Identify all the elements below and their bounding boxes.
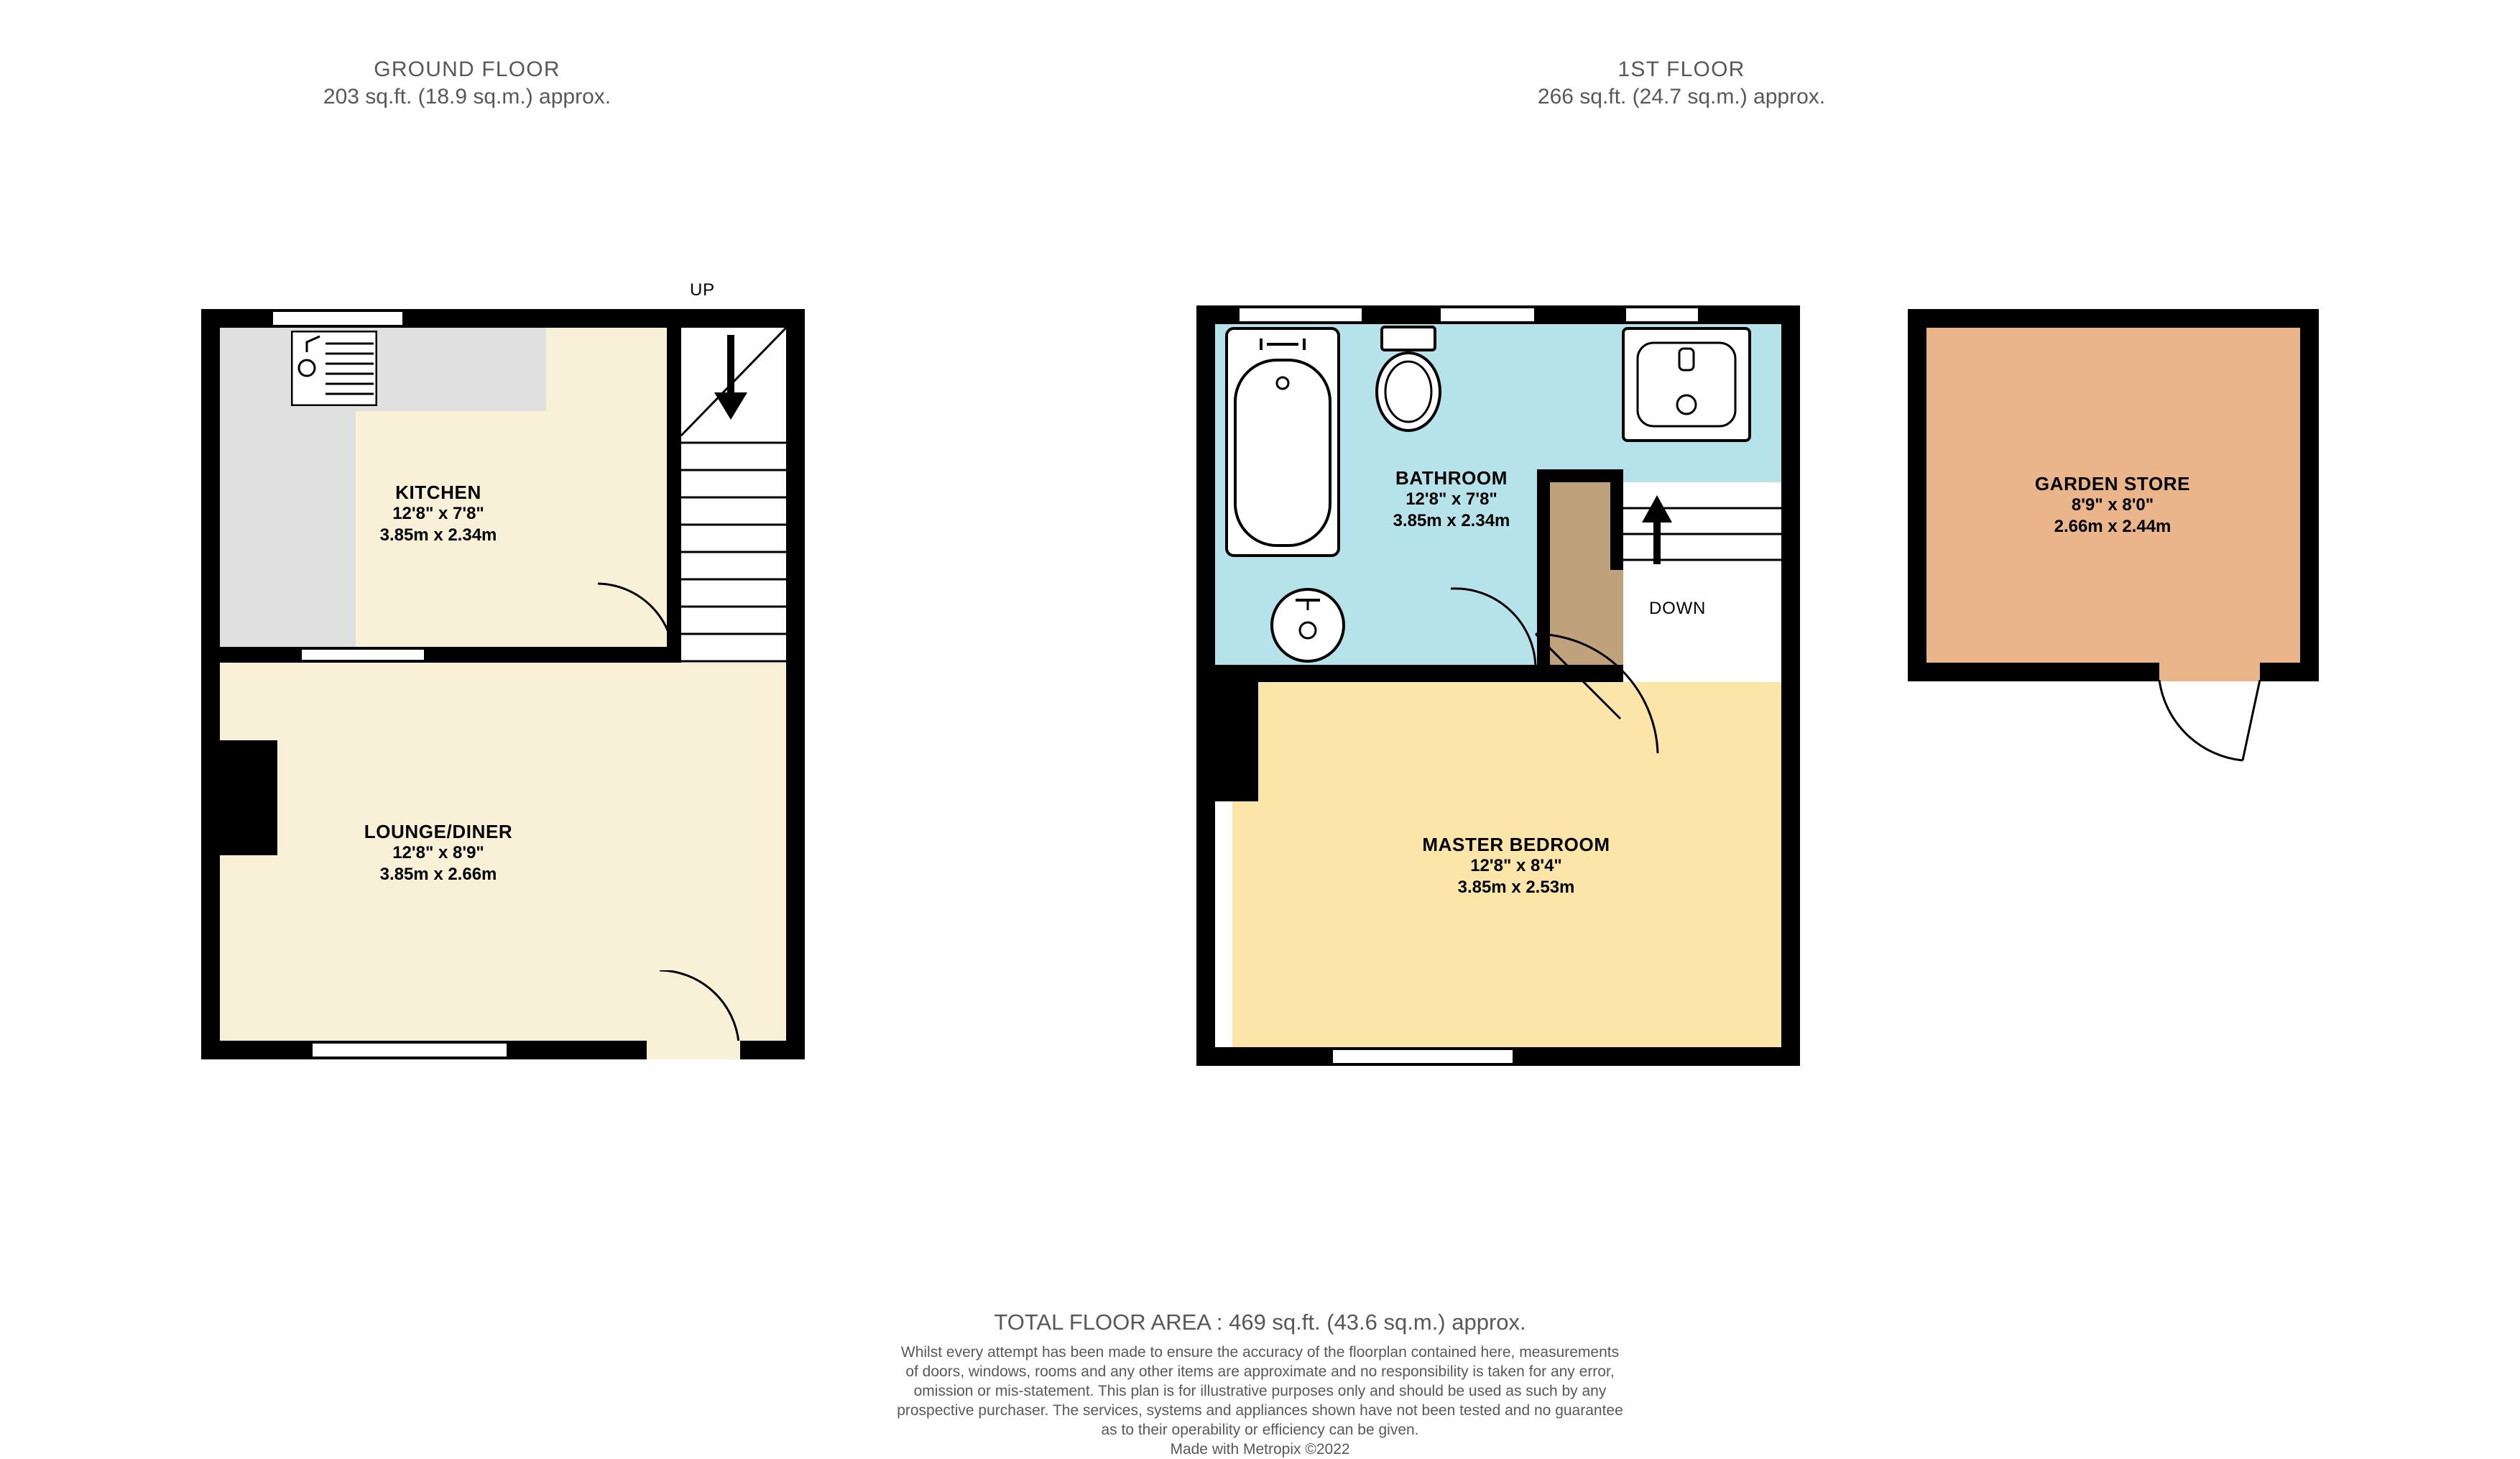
garden-store-door-gap (2159, 663, 2260, 681)
ground-floor-area: 203 sq.ft. (18.9 sq.m.) approx. (323, 85, 611, 109)
bathroom-name: BATHROOM (1395, 467, 1508, 489)
staircase-down-icon (1623, 482, 1781, 569)
bathroom-window-right (1441, 305, 1534, 324)
kitchen-label (295, 482, 582, 546)
bathroom-door-swing (1449, 587, 1543, 670)
first-wall-left (1196, 305, 1215, 1066)
ground-wall-right (786, 309, 805, 1059)
lounge-metric: 3.85m x 2.66m (379, 865, 497, 884)
lounge-imperial: 12'8" x 8'9" (392, 843, 484, 862)
total-floor-area: TOTAL FLOOR AREA : 469 sq.ft. (43.6 sq.m.) approx. (994, 1310, 1526, 1335)
first-floor-title-block (1430, 56, 1933, 111)
garden-store-plan (1908, 309, 2325, 697)
first-wall-right (1781, 305, 1800, 1066)
first-stair-wall-right (1610, 469, 1623, 570)
footer-block (0, 1308, 2520, 1459)
kitchen-worktop-top-fill (219, 325, 546, 411)
kitchen-metric: 3.85m x 2.34m (379, 525, 497, 545)
bathroom-metric: 3.85m x 2.34m (1393, 511, 1510, 530)
kitchen-imperial: 12'8" x 7'8" (392, 504, 484, 523)
ground-up-label: UP (690, 280, 715, 300)
garden-store-imperial: 8'9" x 8'0" (2071, 495, 2154, 515)
first-down-label: DOWN (1649, 599, 1707, 618)
first-floor-title: 1ST FLOOR (1617, 57, 1745, 81)
garden-store-door-swing (2158, 680, 2273, 766)
disclaimer-line-4: prospective purchaser. The services, systems and appliances shown have not been tested and no guarantee (897, 1402, 1623, 1419)
lounge-front-door-swing (647, 970, 740, 1049)
wash-basin-icon (1268, 586, 1347, 665)
kitchen-sink-icon (291, 331, 377, 406)
lounge-front-door-gap (647, 1041, 740, 1059)
ground-floor-plan (201, 280, 798, 1064)
lounge-window-top (302, 647, 424, 663)
made-with-credit: Made with Metropix ©2022 (1170, 1441, 1350, 1458)
bathroom-label (1308, 467, 1595, 532)
vanity-basin-icon (1622, 327, 1751, 442)
disclaimer-line-1: Whilst every attempt has been made to ensure the accuracy of the floorplan contained here, measurements (900, 1344, 1620, 1361)
disclaimer-line-2: of doors, windows, rooms and any other items are approximate and no responsibility is taken for any error, (905, 1363, 1615, 1380)
lounge-label (295, 821, 582, 885)
lounge-name: LOUNGE/DINER (364, 821, 513, 842)
bathroom-imperial: 12'8" x 7'8" (1406, 489, 1497, 509)
kitchen-window-top (273, 309, 402, 328)
ground-floor-title-block (216, 56, 719, 111)
garden-store-metric: 2.66m x 2.44m (2054, 517, 2171, 536)
kitchen-door-swing (589, 582, 675, 663)
staircase-up-icon (681, 328, 786, 663)
bedroom-door-swing (1534, 632, 1663, 762)
first-floor-plan (1196, 305, 1793, 1067)
toilet-icon (1369, 326, 1448, 433)
lounge-window-bottom (313, 1041, 507, 1059)
landing-window (1626, 305, 1698, 324)
bathroom-window-left (1240, 305, 1362, 324)
garden-store-wall-left (1908, 309, 1926, 681)
kitchen-name: KITCHEN (395, 482, 481, 503)
first-left-recess (1215, 679, 1258, 801)
garden-store-wall-right (2300, 309, 2319, 681)
first-floor-area: 266 sq.ft. (24.7 sq.m.) approx. (1537, 85, 1826, 109)
master-bedroom-metric: 3.85m x 2.53m (1457, 878, 1575, 897)
master-bedroom-name: MASTER BEDROOM (1422, 834, 1610, 855)
ground-chimney-breast (220, 740, 277, 855)
ground-wall-left (201, 309, 220, 1059)
garden-store-label (1969, 473, 2256, 538)
master-bedroom-imperial: 12'8" x 8'4" (1470, 856, 1562, 875)
master-bedroom-label (1358, 834, 1674, 898)
disclaimer-line-5: as to their operability or efficiency can be given. (1101, 1422, 1419, 1438)
garden-store-name: GARDEN STORE (2034, 473, 2191, 494)
disclaimer-line-3: omission or mis-statement. This plan is for illustrative purposes only and should be used as such by any (913, 1383, 1607, 1399)
bedroom-window-bottom (1333, 1047, 1513, 1066)
garden-store-wall-top (1908, 309, 2319, 328)
ground-floor-title: GROUND FLOOR (374, 57, 560, 81)
